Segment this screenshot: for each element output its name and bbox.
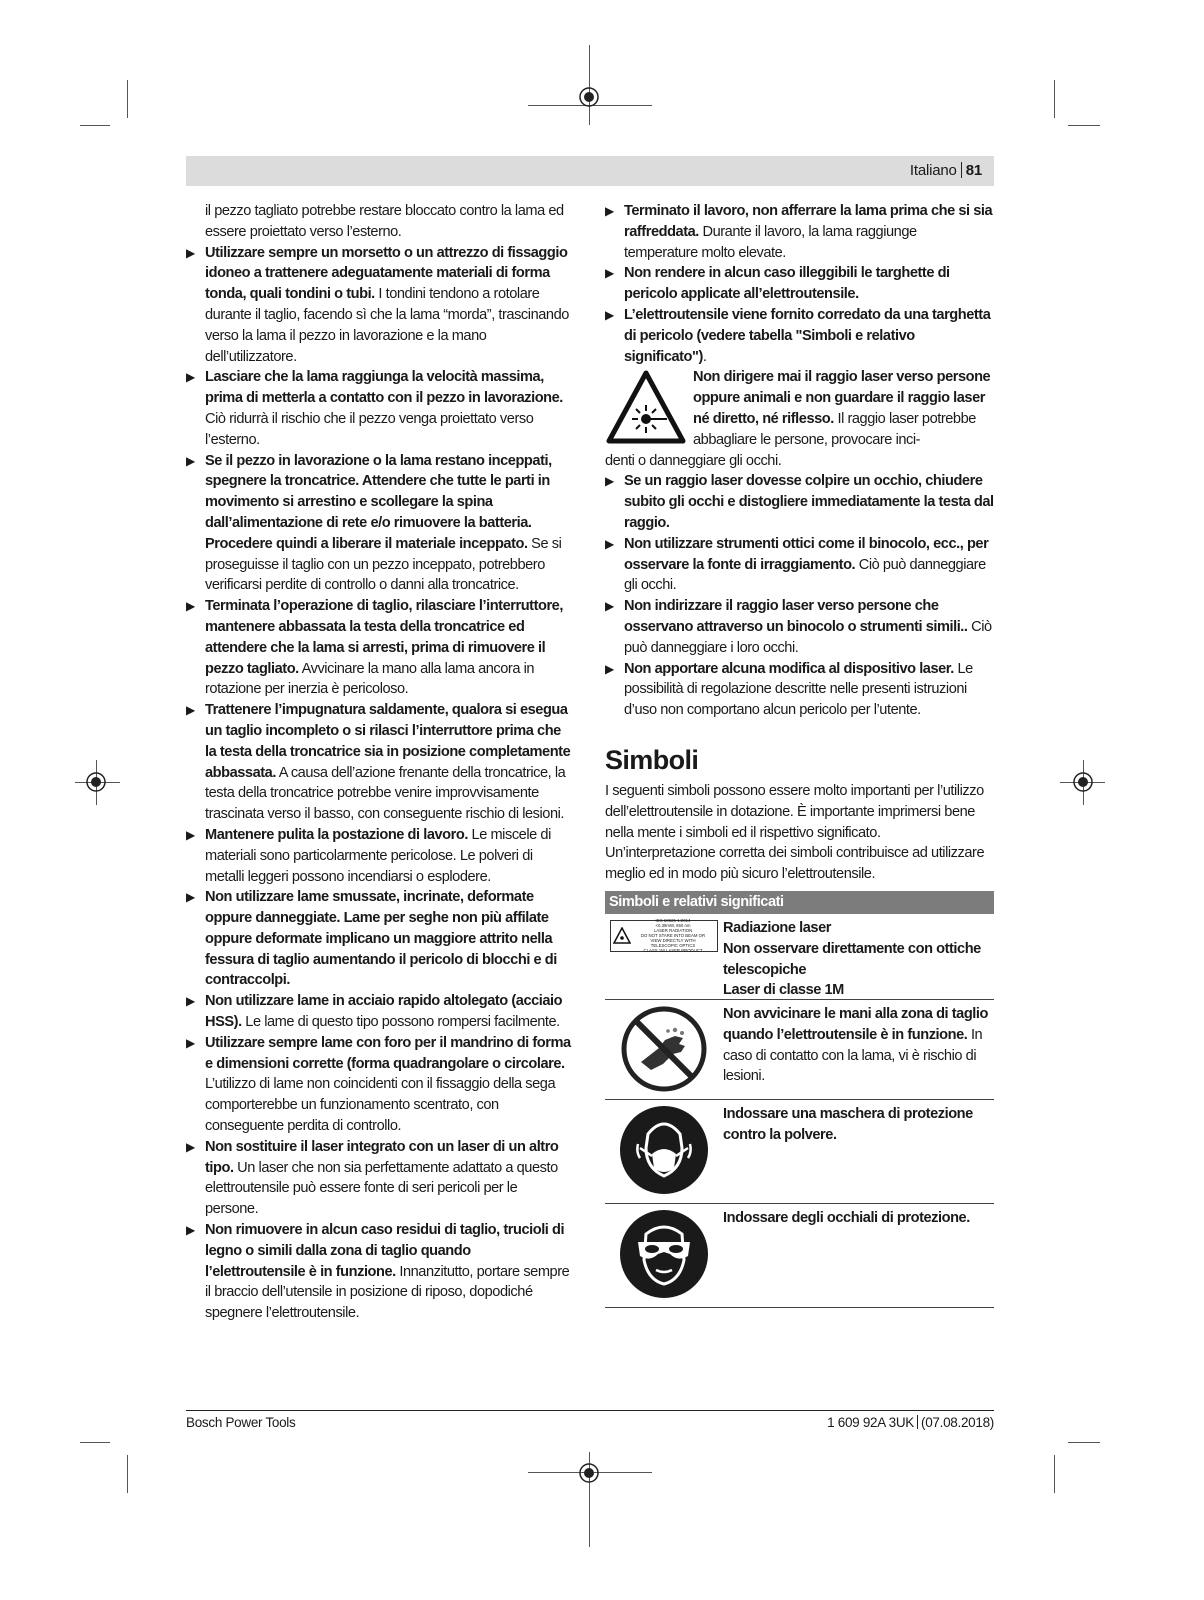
dust-mask-icon bbox=[618, 1104, 710, 1196]
symbol-description: Indossare degli occhiali di protezione. bbox=[723, 1209, 970, 1226]
bullet-arrow-icon: ▶ bbox=[605, 307, 614, 322]
symbol-description: Non avvicinare le mani alla zona di taglio quando l’elettroutensile è in funzione. bbox=[723, 1005, 988, 1043]
footer-brand: Bosch Power Tools bbox=[186, 1415, 296, 1430]
registration-target-icon bbox=[85, 771, 107, 793]
bullet-item bbox=[186, 451, 574, 597]
bullet-arrow-icon: ▶ bbox=[186, 453, 195, 468]
bullet-item bbox=[605, 596, 994, 658]
bullet-item bbox=[605, 659, 994, 721]
bullet-normal-text: Un laser che non sia perfettamente adattato a questo elettroutensile può essere fonte di seri pericoli per le persone. bbox=[205, 1159, 558, 1218]
crop-mark bbox=[1068, 1442, 1100, 1443]
registration-target-icon bbox=[1072, 771, 1094, 793]
symbols-table-header: Simboli e relativi significati bbox=[605, 891, 994, 914]
bullet-item bbox=[186, 1137, 574, 1220]
bullet-bold-text: Terminato il lavoro, non afferrare la lama prima che si sia raffreddata. bbox=[624, 203, 993, 240]
bullet-item bbox=[186, 991, 574, 1033]
bullet-item bbox=[605, 305, 994, 367]
bullet-arrow-icon: ▶ bbox=[605, 599, 614, 614]
registration-line bbox=[589, 45, 590, 125]
no-hands-icon bbox=[619, 1004, 709, 1094]
bullet-item bbox=[186, 596, 574, 700]
laser-label-line: CLASS 1M LASER PRODUCT bbox=[643, 948, 703, 954]
bullet-normal-text: Ciò ridurrà il rischio che il pezzo venga proiettato verso l’esterno. bbox=[205, 410, 534, 448]
footer-doc-info bbox=[827, 1415, 994, 1430]
bullet-item bbox=[186, 367, 574, 450]
bullet-arrow-icon: ▶ bbox=[186, 827, 195, 842]
bullet-bold-text: Non rendere in alcun caso illeggibili le targhette di pericolo applicate all’elettroutensile. bbox=[624, 265, 950, 303]
bullet-item bbox=[186, 825, 574, 887]
bullet-arrow-icon: ▶ bbox=[605, 661, 614, 676]
bullet-normal-text: . bbox=[702, 348, 707, 365]
bullet-arrow-icon: ▶ bbox=[605, 266, 614, 281]
crop-mark bbox=[127, 1455, 128, 1493]
bullet-normal-text: Le possibilità di regolazione descritte nelle presenti istruzioni d’uso non comportano alcun pericolo per l’utente. bbox=[624, 660, 973, 719]
laser-label-line: LASER RADIATION bbox=[653, 928, 693, 934]
bullet-normal-text: Durante il lavoro, la lama raggiunge temperature molto elevate. bbox=[624, 223, 917, 261]
laser-label-line: VIEW DIRECTLY WITH bbox=[650, 938, 696, 944]
bullet-arrow-icon: ▶ bbox=[186, 1035, 195, 1050]
bullet-normal-text: Innanzitutto, portare sempre il braccio dell’utensile in posizione di riposo, dopodiché spegnere l’elettroutensile. bbox=[205, 1263, 570, 1322]
bullet-bold-text: Trattenere l’impugnatura saldamente, qualora si esegua un taglio incompleto o si rilasci l’interruttore prima che la testa della troncatrice sia in posizione completamente abbassata. bbox=[205, 702, 571, 781]
right-column bbox=[605, 201, 994, 1308]
bullet-item bbox=[186, 243, 574, 368]
bullet-arrow-icon: ▶ bbox=[605, 204, 614, 218]
page-number: 81 bbox=[965, 162, 982, 179]
symbol-row bbox=[605, 1000, 994, 1100]
header-language: Italiano bbox=[909, 162, 957, 179]
bullet-bold-text: Se un raggio laser dovesse colpire un occhio, chiudere subito gli occhi e distogliere immediatamente la testa dal raggio. bbox=[624, 473, 994, 531]
bullet-arrow-icon: ▶ bbox=[186, 245, 195, 260]
laser-warning-block bbox=[605, 367, 994, 471]
bullet-item bbox=[186, 1033, 574, 1137]
bullet-bold-text: Lasciare che la lama raggiunga la velocità massima, prima di metterla a contatto con il pezzo in lavorazione. bbox=[205, 369, 563, 407]
bullet-bold-text: Utilizzare sempre lame con foro per il mandrino di forma e dimensioni corrette (forma quadrangolare o circolare. bbox=[205, 1034, 571, 1072]
symbols-table bbox=[605, 914, 994, 1308]
bullet-normal-text: Le lame di questo tipo possono rompersi facilmente. bbox=[241, 1014, 560, 1031]
bullet-item bbox=[605, 263, 994, 305]
laser-class-label-icon bbox=[610, 920, 718, 952]
bullet-item bbox=[605, 471, 994, 533]
bullet-normal-text: Le miscele di materiali sono particolarmente pericolose. Le polveri di metalli leggeri possono incendiarsi o esplodere. bbox=[205, 826, 551, 885]
bullet-bold-text: Se il pezzo in lavorazione o la lama restano inceppati, spegnere la troncatrice. Attendere che tutte le parti in movimento si arrestino e scollegare la spina dall’alimentazione di rete e/o rimuovere la batteria. Procedere quindi a liberare il materiale inceppato. bbox=[205, 452, 552, 552]
laser-label-line: <0.39mW, 650 nm bbox=[655, 923, 691, 929]
bullet-normal-text: Avvicinare la mano alla lama ancora in rotazione per inerzia è pericoloso. bbox=[205, 660, 535, 698]
bullet-normal-text: Ciò può danneggiare gli occhi. bbox=[624, 556, 986, 594]
crop-mark bbox=[127, 80, 128, 118]
symbol-row bbox=[605, 1100, 994, 1204]
symbol-row bbox=[605, 914, 994, 1000]
bullet-item bbox=[605, 534, 994, 596]
laser-warning-bold: Non dirigere mai il raggio laser verso persone oppure animali e non guardare il raggio laser né diretto, né riflesso. bbox=[693, 369, 991, 427]
laser-label-line: TELESCOPIC OPTICS bbox=[650, 943, 696, 949]
right-bullet-list-top bbox=[605, 201, 994, 367]
bullet-arrow-icon: ▶ bbox=[186, 994, 195, 1009]
bullet-arrow-icon: ▶ bbox=[605, 474, 614, 489]
bullet-bold-text: Utilizzare sempre un morsetto o un attrezzo di fissaggio idoneo a trattenere adeguatamente materiali di forma tonda, quali tondini o tubi. bbox=[205, 244, 568, 303]
left-column bbox=[186, 201, 574, 1324]
bullet-item bbox=[186, 887, 574, 991]
bullet-bold-text: Non rimuovere in alcun caso residui di taglio, trucioli di legno o simili dalla zona di taglio quando l’elettroutensile è in funzione. bbox=[205, 1222, 565, 1280]
footer-rule bbox=[186, 1410, 994, 1411]
registration-target-icon bbox=[578, 1462, 600, 1484]
laser-warning-tail: denti o danneggiare gli occhi. bbox=[605, 452, 782, 469]
crop-mark bbox=[1068, 125, 1100, 126]
footer-date: (07.08.2018) bbox=[921, 1415, 994, 1430]
continued-paragraph: il pezzo tagliato potrebbe restare bloccato contro la lama ed essere proiettato verso l’esterno. bbox=[205, 203, 564, 240]
bullet-item bbox=[186, 700, 574, 825]
laser-triangle-icon bbox=[613, 927, 631, 944]
page-header bbox=[186, 156, 994, 186]
laser-label-text bbox=[631, 918, 715, 953]
bullet-arrow-icon: ▶ bbox=[186, 703, 195, 718]
symbol-description: Indossare una maschera di protezione contro la polvere. bbox=[723, 1105, 973, 1143]
symbol-row bbox=[605, 1204, 994, 1308]
crop-mark bbox=[1054, 80, 1055, 118]
right-bullet-list-bottom bbox=[605, 471, 994, 721]
bullet-bold-text: Mantenere pulita la postazione di lavoro. bbox=[205, 826, 468, 843]
registration-target-icon bbox=[578, 86, 600, 108]
bullet-bold-text: Non sostituire il laser integrato con un laser di un altro tipo. bbox=[205, 1138, 559, 1176]
bullet-bold-text: Non utilizzare lame smussate, incrinate, deformate oppure danneggiate. Lame per seghe non più affilate oppure deformate implicano un maggiore attrito nella fessura di taglio aumentando il pericolo di blocchi e di contraccolpi. bbox=[205, 889, 557, 989]
bullet-item bbox=[186, 1220, 574, 1324]
bullet-arrow-icon: ▶ bbox=[186, 1139, 195, 1154]
safety-goggles-icon bbox=[618, 1208, 710, 1300]
bullet-normal-text: A causa dell’azione frenante della troncatrice, la testa della troncatrice potrebbe venire improvvisamente trascinata verso il basso, con conseguente rischio di lesioni. bbox=[205, 764, 566, 823]
laser-warning-normal: Il raggio laser potrebbe abbagliare le persone, provocare inci- bbox=[693, 410, 976, 448]
bullet-arrow-icon: ▶ bbox=[186, 370, 195, 385]
crop-mark bbox=[1054, 1455, 1055, 1493]
footer-doc-number: 1 609 92A 3UK bbox=[827, 1415, 915, 1430]
bullet-bold-text: Non utilizzare lame in acciaio rapido altolegato (acciaio HSS). bbox=[205, 993, 563, 1031]
bullet-bold-text: Terminata l’operazione di taglio, rilasciare l’interruttore, mantenere abbassata la testa della troncatrice ed attendere che la lama si arresti, prima di rimuovere il pezzo tagliato. bbox=[205, 598, 563, 677]
bullet-arrow-icon: ▶ bbox=[186, 890, 195, 905]
bullet-normal-text: I tondini tendono a rotolare durante il taglio, facendo sì che la lama “morda”, trascinando verso la lama il pezzo in lavorazione e la mano dell’utilizzatore. bbox=[205, 286, 569, 365]
symbol-description: Radiazione laser Non osservare direttamente con ottiche telescopiche Laser di classe 1M bbox=[723, 919, 981, 999]
crop-mark bbox=[80, 125, 110, 126]
left-bullet-list bbox=[186, 243, 574, 1324]
section-title: Simboli bbox=[605, 744, 699, 775]
bullet-bold-text: Non indirizzare il raggio laser verso persone che osservano attraverso un binocolo o strumenti simili.. bbox=[624, 598, 968, 635]
bullet-normal-text: Ciò può danneggiare i loro occhi. bbox=[624, 618, 992, 656]
bullet-normal-text: Se si proseguisse il taglio con un pezzo inceppato, potrebbero verificarsi perdite di controllo o danni alla troncatrice. bbox=[205, 535, 562, 594]
bullet-arrow-icon: ▶ bbox=[605, 536, 614, 551]
crop-mark bbox=[80, 1442, 110, 1443]
laser-warning-icon bbox=[605, 369, 687, 445]
section-intro: I seguenti simboli possono essere molto importanti per l’utilizzo dell’elettroutensile in dotazione. È importante imprimersi bene nella mente i simboli ed il rispettivo significato. Un’interpretazione corretta dei simboli contribuisce ad utilizzare meglio ed in modo più sicuro l’elettroutensile. bbox=[605, 782, 985, 883]
bullet-arrow-icon: ▶ bbox=[186, 599, 195, 614]
bullet-bold-text: Non apportare alcuna modifica al dispositivo laser. bbox=[624, 660, 954, 677]
header-text bbox=[910, 162, 982, 179]
bullet-item bbox=[605, 201, 994, 263]
bullet-arrow-icon: ▶ bbox=[186, 1223, 195, 1238]
bullet-bold-text: L’elettroutensile viene fornito corredato da una targhetta di pericolo (vedere tabella "Simboli e relativo significato") bbox=[624, 306, 991, 365]
bullet-bold-text: Non utilizzare strumenti ottici come il binocolo, ecc., per osservare la fonte di irraggiamento. bbox=[624, 535, 989, 573]
bullet-normal-text: L’utilizzo di lame non coincidenti con il fissaggio della sega comporterebbe un funzionamento scentrato, con conseguente perdita di controllo. bbox=[205, 1076, 556, 1135]
laser-label-line: IEC 60825-1:2014 bbox=[655, 918, 691, 924]
symbol-description-normal: In caso di contatto con la lama, vi è rischio di lesioni. bbox=[723, 1026, 983, 1085]
laser-label-line: DO NOT STARE INTO BEAM OR bbox=[640, 933, 706, 939]
